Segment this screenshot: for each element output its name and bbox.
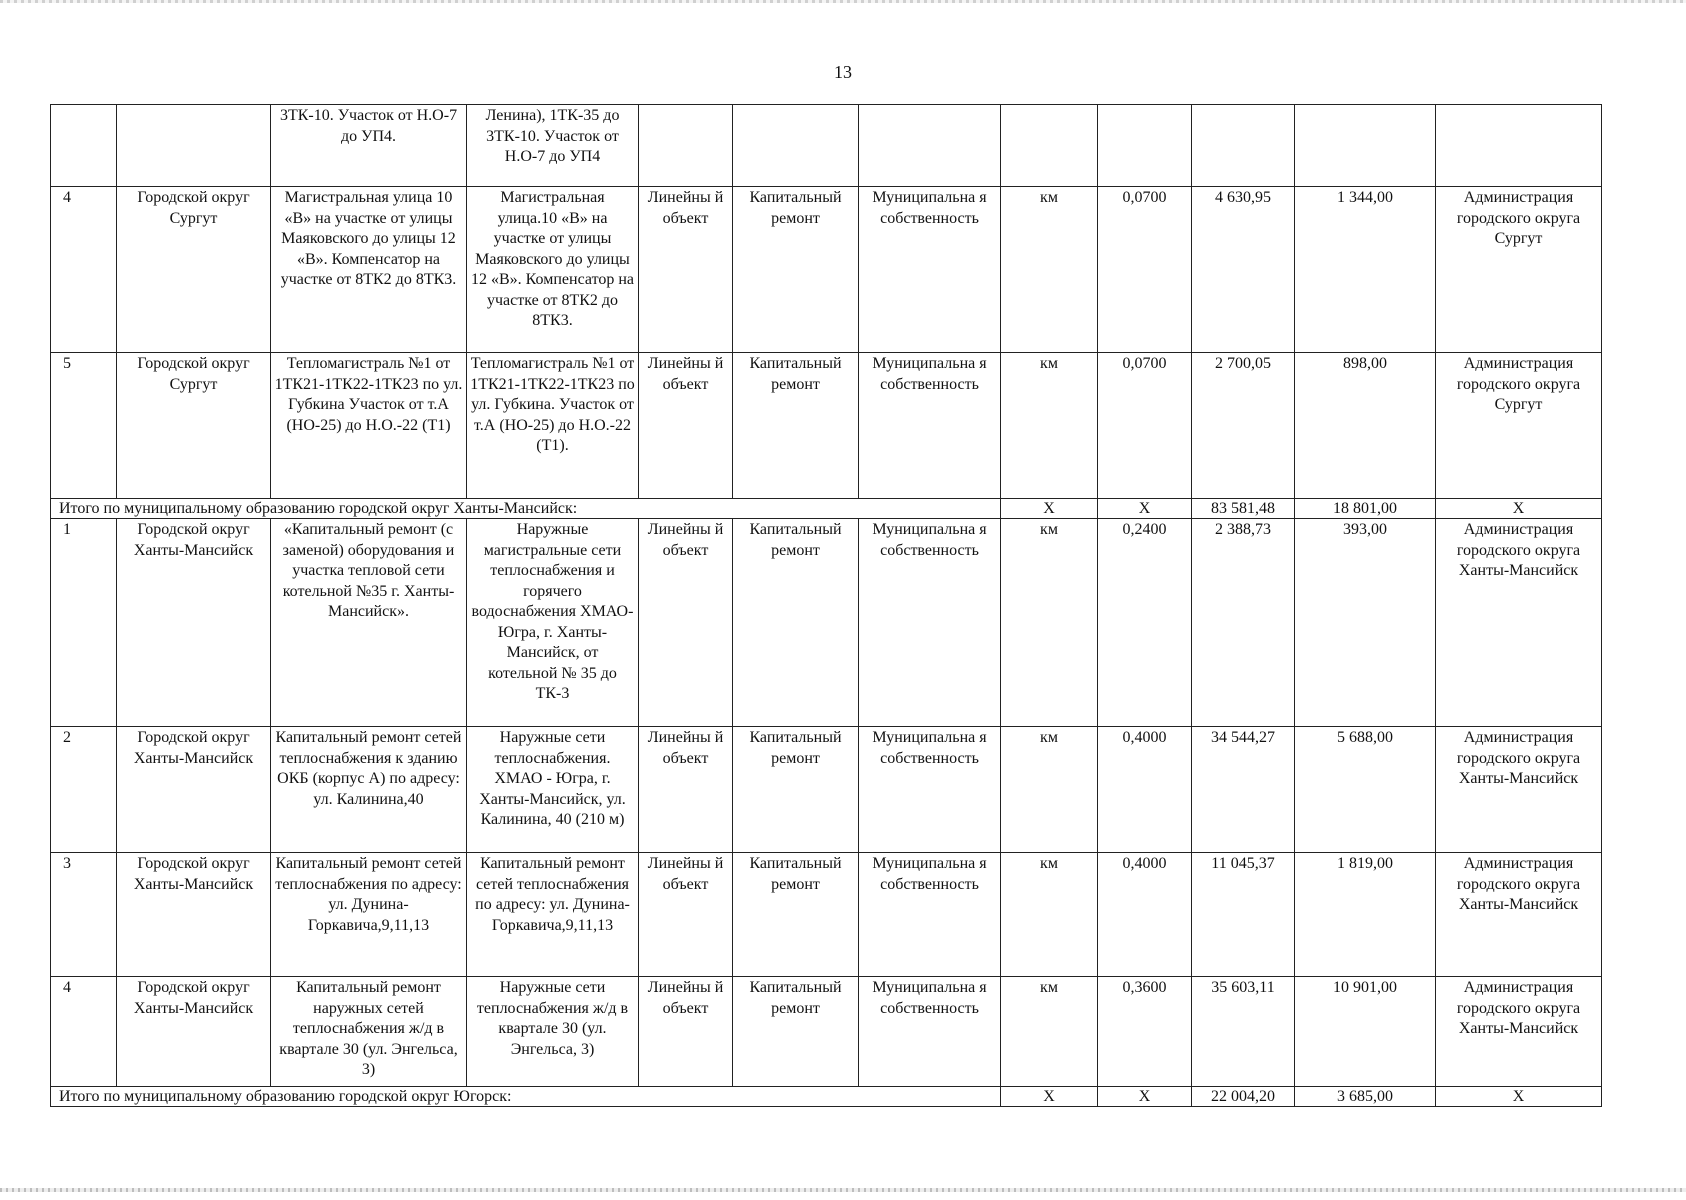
length-cell: 0,0700 [1098,353,1192,499]
cost-total-cell: 2 700,05 [1192,353,1295,499]
total-unit: Х [1001,499,1098,519]
work-type-cell: Капитальный ремонт [733,727,859,853]
unit-cell: км [1001,187,1098,353]
object-cell: Капитальный ремонт наружных сетей теплоснабжения ж/д в квартале 30 (ул. Энгельса, 3) [271,977,467,1087]
row-number: 3 [51,853,117,977]
address-cell: Магистральная улица.10 «В» на участке от улицы Маяковского до улицы 12 «В». Компенсатор на участке от 8ТК2 до 8ТК3. [467,187,639,353]
object-type-cell: Линейны й объект [639,519,733,727]
ownership-cell [859,105,1001,187]
total-cost-total: 83 581,48 [1192,499,1295,519]
address-cell: Тепломагистраль №1 от 1ТК21-1ТК22-1ТК23 по ул. Губкина. Участок от т.А (НО-25) до Н.О.-22 (Т1). [467,353,639,499]
object-cell: «Капитальный ремонт (с заменой) оборудования и участка тепловой сети котельной №35 г. Ханты-Мансийск». [271,519,467,727]
unit-cell [1001,105,1098,187]
table-row [51,353,1602,499]
customer-cell: Администрация городского округа Сургут [1436,187,1602,353]
address-cell: Наружные сети теплоснабжения. ХМАО - Югра, г. Ханты-Мансийск, ул. Калинина, 40 (210 м) [467,727,639,853]
object-cell: Тепломагистраль №1 от 1ТК21-1ТК22-1ТК23 по ул. Губкина Участок от т.А (НО-25) до Н.О.-22 (Т1) [271,353,467,499]
customer-cell: Администрация городского округа Ханты-Мансийск [1436,853,1602,977]
customer-cell [1436,105,1602,187]
address-cell: Наружные магистральные сети теплоснабжения и горячего водоснабжения ХМАО-Югра, г. Ханты-Мансийск, от котельной № 35 до ТК-3 [467,519,639,727]
address-cell: Наружные сети теплоснабжения ж/д в квартале 30 (ул. Энгельса, 3) [467,977,639,1087]
row-number [51,105,117,187]
page-number: 13 [834,62,852,82]
cost-total-cell: 35 603,11 [1192,977,1295,1087]
cost-part-cell: 5 688,00 [1295,727,1436,853]
object-type-cell: Линейны й объект [639,853,733,977]
table-row [51,187,1602,353]
work-type-cell: Капитальный ремонт [733,187,859,353]
total-unit: Х [1001,1087,1098,1107]
customer-cell: Администрация городского округа Сургут [1436,353,1602,499]
total-customer: Х [1436,1087,1602,1107]
cost-total-cell: 34 544,27 [1192,727,1295,853]
municipality-cell: Городской округ Ханты-Мансийск [117,853,271,977]
length-cell: 0,3600 [1098,977,1192,1087]
capital-repair-table [50,104,1602,1107]
municipality-cell: Городской округ Ханты-Мансийск [117,727,271,853]
ownership-cell: Муниципальна я собственность [859,187,1001,353]
object-cell: 3ТК-10. Участок от Н.О-7 до УП4. [271,105,467,187]
table-row [51,853,1602,977]
address-cell: Ленина), 1ТК-35 до 3ТК-10. Участок от Н.О-7 до УП4 [467,105,639,187]
unit-cell: км [1001,353,1098,499]
cost-part-cell: 1 344,00 [1295,187,1436,353]
cost-part-cell: 1 819,00 [1295,853,1436,977]
cost-total-cell: 2 388,73 [1192,519,1295,727]
row-number: 5 [51,353,117,499]
ownership-cell: Муниципальна я собственность [859,519,1001,727]
work-type-cell: Капитальный ремонт [733,519,859,727]
total-length: Х [1098,1087,1192,1107]
cost-part-cell: 898,00 [1295,353,1436,499]
length-cell: 0,2400 [1098,519,1192,727]
object-cell: Капитальный ремонт сетей теплоснабжения к зданию ОКБ (корпус А) по адресу: ул. Калинина,40 [271,727,467,853]
municipality-cell: Городской округ Ханты-Мансийск [117,519,271,727]
total-cost-total: 22 004,20 [1192,1087,1295,1107]
object-type-cell [639,105,733,187]
municipality-cell [117,105,271,187]
address-cell: Капитальный ремонт сетей теплоснабжения по адресу: ул. Дунина-Горкавича,9,11,13 [467,853,639,977]
total-label: Итого по муниципальному образованию городской округ Ханты-Мансийск: [51,499,1001,519]
unit-cell: км [1001,977,1098,1087]
object-type-cell: Линейны й объект [639,977,733,1087]
table-row [51,727,1602,853]
length-cell [1098,105,1192,187]
customer-cell: Администрация городского округа Ханты-Мансийск [1436,727,1602,853]
cost-part-cell: 393,00 [1295,519,1436,727]
municipality-cell: Городской округ Сургут [117,187,271,353]
ownership-cell: Муниципальна я собственность [859,353,1001,499]
total-row [51,1087,1602,1107]
cost-total-cell: 4 630,95 [1192,187,1295,353]
table-row [51,977,1602,1087]
ownership-cell: Муниципальна я собственность [859,853,1001,977]
object-type-cell: Линейны й объект [639,187,733,353]
total-label: Итого по муниципальному образованию городской округ Югорск: [51,1087,1001,1107]
table-row [51,105,1602,187]
unit-cell: км [1001,727,1098,853]
total-length: Х [1098,499,1192,519]
work-type-cell: Капитальный ремонт [733,853,859,977]
cost-part-cell [1295,105,1436,187]
length-cell: 0,4000 [1098,727,1192,853]
total-row [51,499,1602,519]
length-cell: 0,4000 [1098,853,1192,977]
row-number: 2 [51,727,117,853]
municipality-cell: Городской округ Сургут [117,353,271,499]
municipality-cell: Городской округ Ханты-Мансийск [117,977,271,1087]
length-cell: 0,0700 [1098,187,1192,353]
object-cell: Магистральная улица 10 «В» на участке от улицы Маяковского до улицы 12 «В». Компенсатор на участке от 8ТК2 до 8ТК3. [271,187,467,353]
scan-edge-top [0,0,1686,3]
total-cost-part: 3 685,00 [1295,1087,1436,1107]
object-cell: Капитальный ремонт сетей теплоснабжения по адресу: ул. Дунина-Горкавича,9,11,13 [271,853,467,977]
table-row [51,519,1602,727]
ownership-cell: Муниципальна я собственность [859,727,1001,853]
object-type-cell: Линейны й объект [639,727,733,853]
cost-total-cell [1192,105,1295,187]
scan-edge-bottom [0,1188,1686,1192]
cost-part-cell: 10 901,00 [1295,977,1436,1087]
unit-cell: км [1001,853,1098,977]
row-number: 4 [51,977,117,1087]
total-customer: Х [1436,499,1602,519]
customer-cell: Администрация городского округа Ханты-Мансийск [1436,519,1602,727]
object-type-cell: Линейны й объект [639,353,733,499]
row-number: 1 [51,519,117,727]
ownership-cell: Муниципальна я собственность [859,977,1001,1087]
row-number: 4 [51,187,117,353]
work-type-cell: Капитальный ремонт [733,977,859,1087]
customer-cell: Администрация городского округа Ханты-Мансийск [1436,977,1602,1087]
cost-total-cell: 11 045,37 [1192,853,1295,977]
unit-cell: км [1001,519,1098,727]
work-type-cell [733,105,859,187]
total-cost-part: 18 801,00 [1295,499,1436,519]
work-type-cell: Капитальный ремонт [733,353,859,499]
